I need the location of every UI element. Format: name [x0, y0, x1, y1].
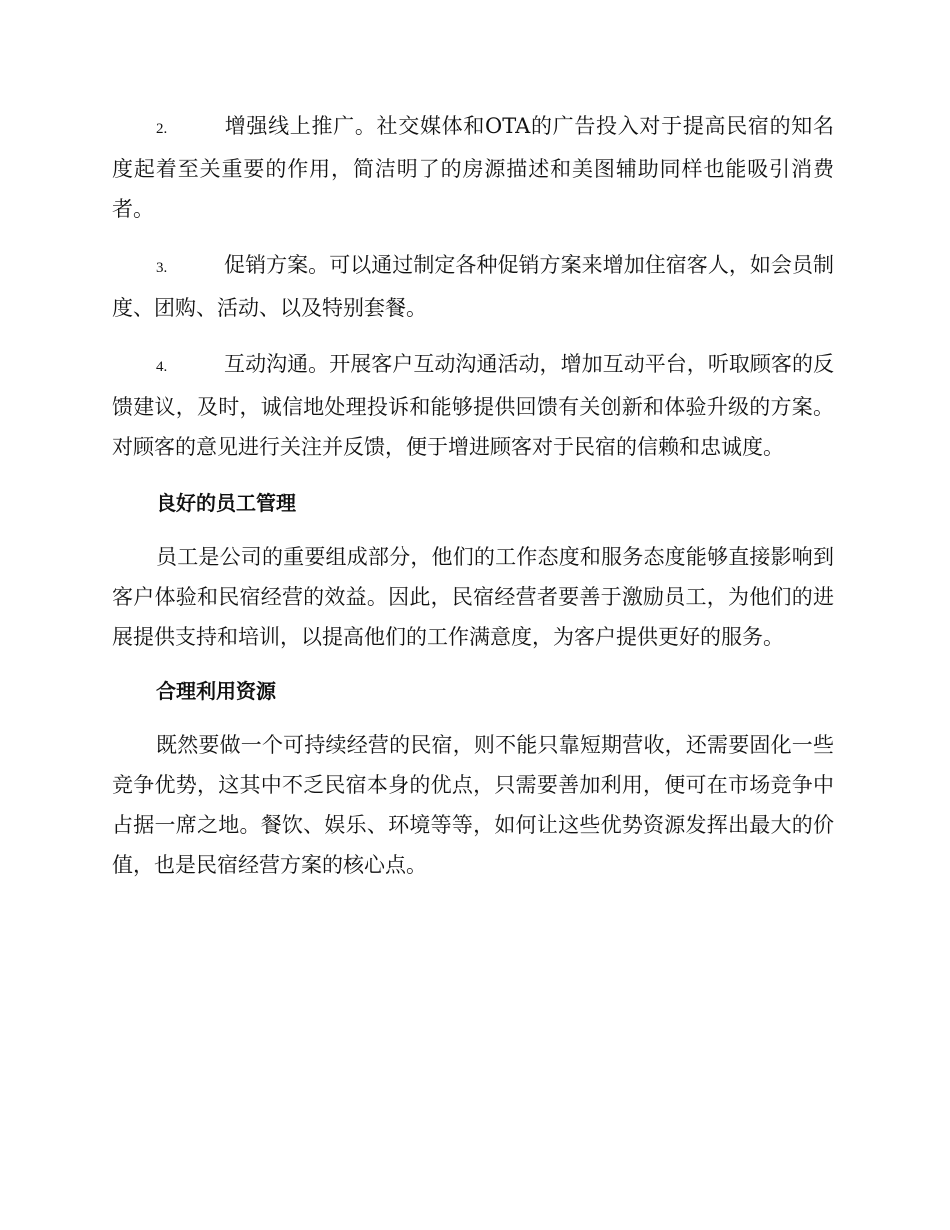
- list-item: [112, 344, 834, 467]
- list-item-number: 3.: [156, 260, 168, 276]
- section-paragraph-staff-management: 员工是公司的重要组成部分，他们的工作态度和服务态度能够直接影响到客户体验和民宿经营的效益。因此，民宿经营者要善于激励员工，为他们的进展提供支持和培训，以提高他们的工作满意度，为客户提供更好的服务。: [112, 545, 834, 649]
- list-item: [112, 106, 834, 229]
- section-heading-resource-use: 合理利用资源: [156, 679, 276, 703]
- list-item-number: 4.: [156, 359, 168, 375]
- document-body: [112, 106, 834, 899]
- list-item-text: 增强线上推广。社交媒体和OTA的广告投入对于提高民宿的知名度起着至关重要的作用，简洁明了的房源描述和美图辅助同样也能吸引消费者。: [112, 114, 834, 221]
- section-paragraph-resource-use: 既然要做一个可持续经营的民宿，则不能只靠短期营收，还需要固化一些竞争优势，这其中不乏民宿本身的优点，只需要善加利用，便可在市场竞争中占据一席之地。餐饮、娱乐、环境等等，如何让这些优势资源发挥出最大的价值，也是民宿经营方案的核心点。: [112, 733, 834, 877]
- list-item-number: 2.: [156, 121, 168, 137]
- list-item-text: 促销方案。可以通过制定各种促销方案来增加住宿客人，如会员制度、团购、活动、以及特别套餐。: [112, 253, 834, 320]
- list-item: [112, 245, 834, 328]
- list-item-text: 互动沟通。开展客户互动沟通活动，增加互动平台，听取顾客的反馈建议，及时，诚信地处理投诉和能够提供回馈有关创新和体验升级的方案。对顾客的意见进行关注并反馈，便于增进顾客对于民宿的信赖和忠诚度。: [112, 352, 834, 459]
- section-heading-staff-management: 良好的员工管理: [156, 491, 296, 515]
